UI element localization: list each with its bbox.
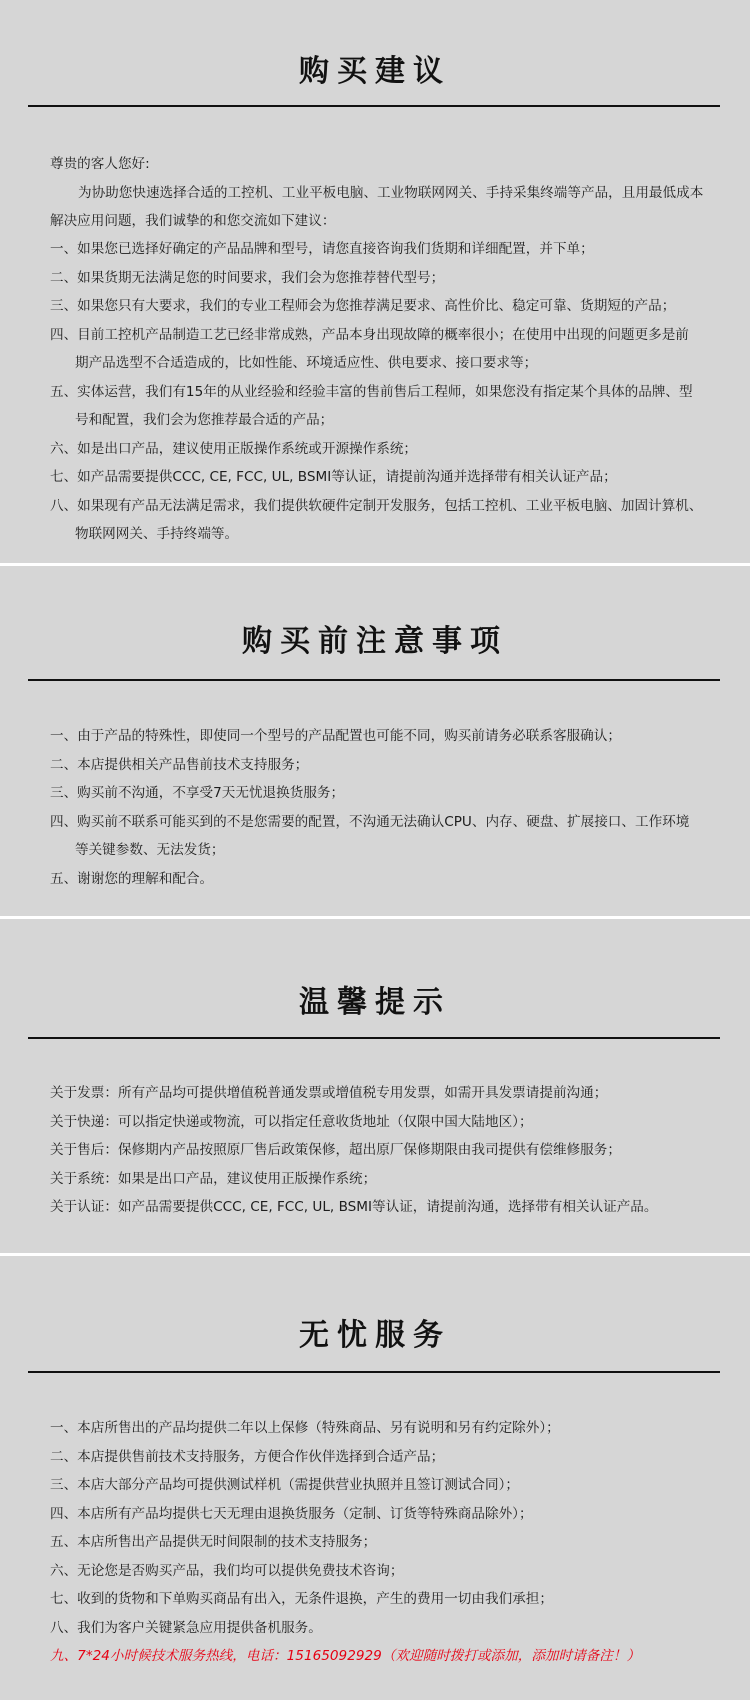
list-item: 四、目前工控机产品制造工艺已经非常成熟，产品本身出现故障的概率很小；在使用中出现的问题更多是前 — [50, 327, 689, 343]
list-item: 一、本店所售出的产品均提供二年以上保修（特殊商品、另有说明和另有约定除外）； — [50, 1420, 560, 1436]
list-item: 物联网网关、手持终端等。 — [75, 526, 239, 542]
list-item: 关于系统：如果是出口产品，建议使用正版操作系统； — [50, 1171, 377, 1187]
list-item: 二、如果货期无法满足您的时间要求，我们会为您推荐替代型号； — [50, 270, 445, 286]
list-item: 五、本店所售出产品提供无时间限制的技术支持服务； — [50, 1534, 377, 1550]
list-item: 等关键参数、无法发货； — [75, 842, 225, 858]
list-item: 五、实体运营，我们有15年的从业经验和经验丰富的售前售后工程师，如果您没有指定某个具体的品牌、型 — [50, 384, 693, 400]
section-title: 无忧服务 — [299, 1318, 451, 1353]
list-item: 七、如产品需要提供CCC, CE, FCC, UL, BSMI等认证，请提前沟通并选择带有相关认证产品； — [50, 469, 617, 485]
list-item: 一、如果您已选择好确定的产品品牌和型号，请您直接咨询我们货期和详细配置，并下单； — [50, 241, 594, 257]
list-item: 关于售后：保修期内产品按照原厂售后政策保修，超出原厂保修期限由我司提供有偿维修服务； — [50, 1142, 621, 1158]
list-item: 七、收到的货物和下单购买商品有出入，无条件退换，产生的费用一切由我们承担； — [50, 1591, 553, 1607]
list-item: 四、本店所有产品均提供七天无理由退换货服务（定制、订货等特殊商品除外）； — [50, 1506, 533, 1522]
section-worry-free-service — [0, 1256, 750, 1700]
list-item: 四、购买前不联系可能买到的不是您需要的配置，不沟通无法确认CPU、内存、硬盘、扩展接口、工作环境 — [50, 814, 690, 830]
list-item: 三、如果您只有大要求，我们的专业工程师会为您推荐满足要求、高性价比、稳定可靠、货期短的产品； — [50, 298, 676, 314]
list-item: 二、本店提供售前技术支持服务，方便合作伙伴选择到合适产品； — [50, 1449, 445, 1465]
list-item: 六、如是出口产品，建议使用正版操作系统或开源操作系统； — [50, 441, 418, 457]
list-item: 五、谢谢您的理解和配合。 — [50, 871, 214, 887]
list-item: 八、如果现有产品无法满足需求，我们提供软硬件定制开发服务，包括工控机、工业平板电脑、加固计算机、 — [50, 498, 703, 514]
list-item: 六、无论您是否购买产品，我们均可以提供免费技术咨询； — [50, 1563, 404, 1579]
list-item: 三、本店大部分产品均可提供测试样机（需提供营业执照并且签订测试合同）； — [50, 1477, 519, 1493]
list-item: 为协助您快速选择合适的工控机、工业平板电脑、工业物联网网关、手持采集终端等产品，且用最低成本 — [78, 185, 704, 201]
list-item: 解决应用问题，我们诚挚的和您交流如下建议： — [50, 213, 336, 229]
section-divider — [28, 1371, 720, 1373]
list-item: 关于认证：如产品需要提供CCC, CE, FCC, UL, BSMI等认证，请提前沟通，选择带有相关认证产品。 — [50, 1199, 658, 1215]
section-pre-purchase-notes — [0, 566, 750, 916]
section-tips — [0, 919, 750, 1253]
hotline-text: 九、7*24小时候技术服务热线，电话：15165092929（欢迎随时拨打或添加，添加时请备注！） — [50, 1648, 641, 1664]
section-purchase-advice — [0, 0, 750, 563]
section-divider — [28, 679, 720, 681]
list-item: 三、购买前不沟通，不享受7天无忧退换货服务； — [50, 785, 345, 801]
list-item: 期产品选型不合适造成的，比如性能、环境适应性、供电要求、接口要求等； — [75, 355, 538, 371]
list-item: 关于发票：所有产品均可提供增值税普通发票或增值税专用发票，如需开具发票请提前沟通； — [50, 1085, 608, 1101]
section-title: 温馨提示 — [299, 985, 451, 1020]
list-item: 一、由于产品的特殊性，即使同一个型号的产品配置也可能不同，购买前请务必联系客服确认； — [50, 728, 621, 744]
list-item: 二、本店提供相关产品售前技术支持服务； — [50, 757, 309, 773]
section-divider — [28, 1037, 720, 1039]
list-item: 关于快递：可以指定快递或物流，可以指定任意收货地址（仅限中国大陆地区）； — [50, 1114, 533, 1130]
list-item: 八、我们为客户关键紧急应用提供备机服务。 — [50, 1620, 322, 1636]
section-title: 购买建议 — [299, 54, 451, 89]
section-divider — [28, 105, 720, 107]
list-item: 号和配置，我们会为您推荐最合适的产品； — [75, 412, 334, 428]
list-item: 尊贵的客人您好: — [50, 156, 150, 172]
section-title: 购买前注意事项 — [242, 624, 508, 659]
